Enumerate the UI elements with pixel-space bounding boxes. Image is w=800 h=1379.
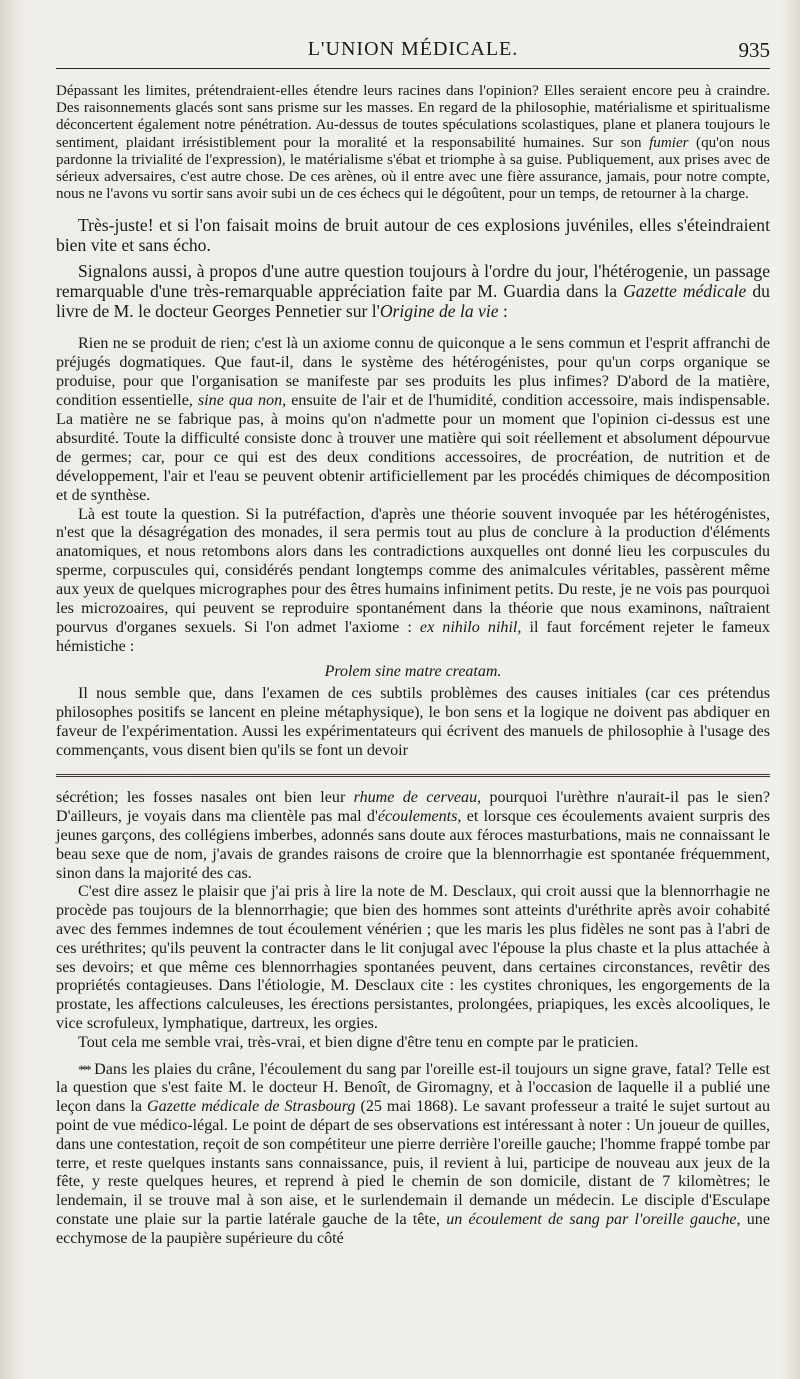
quoted-paragraph: Il nous semble que, dans l'examen de ces subtils problèmes des causes initiales (car ces prétendus philosophes positifs se lancent en pleine métaphysique), le bon sens et la logique ne doivent pas abdiquer en faveur de l'expérimentation. Aussi les expérimentateurs qui écrivent des manuels de philosophie à l'usage des commençants, vous disent bien qu'ils se font un devoir: [56, 684, 770, 759]
editorial-paragraph: [56, 261, 770, 321]
article-paragraph: C'est dire assez le plaisir que j'ai pris à lire la note de M. Desclaux, qui croit aussi que la blennorrhagie ne procède pas toujours de la blennorrhagie; que bien des hommes sont atteints d'uréthrite après avoir cohabité avec des femmes indemnes de tout écoulement vénérien ; que les maris les plus fidèles ne sont pas à l'abri de ces uréthrites; qu'ils peuvent la contracter dans le lit conjugal avec l'épouse la plus chaste et la plus attachée à ses devoirs; et que même ces blennorrhagies spontanées peuvent, dans certaines circonstances, revêtir des propriétés contagieuses. Dans l'étiologie, M. Desclaux cite : les cystites chroniques, les engorgements de la prostate, les affections calculeuses, les érections persistantes, prolongées, priapiques, les excès alcooliques, le vice scrofuleux, lymphatique, dartreux, les orgies.: [56, 883, 770, 1033]
section-divider: [56, 774, 770, 777]
journal-title: Gazette médicale: [623, 281, 747, 302]
quoted-paragraph: [56, 335, 770, 505]
text-run: Rien ne se produit de rien; c'est là un axiome connu de quiconque a le sens commun et l'esprit affranchi de préjugés dogmatiques. Que faut-il, dans le système des hétérogénistes, pour qu'un corps organique se produise, pour que l'organisation se manifeste par ses produits les plus infimes? D'abord de la matière, condition essentielle,: [56, 335, 770, 410]
article-paragraph: Tout cela me semble vrai, très-vrai, et bien digne d'être tenu en compte par le praticien.: [78, 1033, 639, 1051]
text-run: Dépassant les limites, prétendraient-elles étendre leurs racines dans l'opinion? Elles seraient encore peu à craindre. Des raisonnements glacés sont sans prisme sur les masses. En regard de la philosophie, matérialisme et spiritualisme déconcertent également notre pénétration. Au-dessus de toutes spéculations scolastiques, plane et planera toujours le sentiment, plaidant irrésistiblement pour la moralité et la responsabilité humaines. Sur son: [56, 83, 770, 151]
text-run: Signalons aussi, à propos d'une autre question toujours à l'ordre du jour, l'hétérogenie, un passage remarquable d'une très-remarquable appréciation faite par M. Guardia dans la: [56, 261, 770, 302]
text-run: (25 mai 1868). Le savant professeur a traité le sujet surtout au point de vue médico-légal. Le point de départ de ses observations est intéressant à noter : Un joueur de quilles, dans une contestation, reçoit de son compétiteur une pierre derrière l'oreille gauche; l'homme frappé tombe par terre, et reste quelques instants sans connaissance, puis, il revient à lui, participe de nouveau aux jeux de la fête, y reste quelques heures, et reprend à pied le chemin de son domicile, distant de 7 kilomètres; le lendemain, il se trouve mal à son aise, et le surlendemain il demande un médecin. Le disciple d'Esculape constate une plaie sur la partie latérale gauche de la tête,: [56, 1098, 770, 1228]
text-run: , ensuite de l'air et de l'humidité, condition accessoire, mais indispensable. La matière ne se fabrique pas, à moins qu'on n'admette pour un moment que l'opinion ci-dessus est une absurdité. Toute la difficulté consiste donc à trouver une matière qui soit réellement et absolument dépourvue de germes; car, pour ce qui est des deux conditions accessoires, de procréation, de nutrition et de développement, l'air et l'eau se peuvent obtenir artificiellement par les procédés chimiques de décomposition et de synthèse.: [56, 392, 770, 504]
text-run: (qu'on nous pardonne la trivialité de l'expression), le matérialisme s'ébat et triomphe à sa guise. Publiquement, aux prises avec de sérieux adversaires, c'est autre chose. De ces arènes, où il entre avec une fière assurance, jamais, pour notre compte, nous ne l'avons vu sortir sans avoir subi un de ces échecs qui le dégoûtent, pour un temps, de retourner à la charge.: [56, 134, 770, 203]
text-run: :: [498, 301, 508, 322]
quoted-paragraph: [56, 83, 770, 203]
book-title: Origine de la vie: [379, 301, 499, 322]
italic-term: fumier: [649, 134, 689, 151]
guardia-quotation: [56, 335, 770, 760]
text-run: du livre de M. le docteur Georges Pennetier sur l': [56, 281, 770, 322]
latin-verse: Prolem sine matre creatam.: [324, 662, 502, 680]
quoted-paragraph: [56, 506, 770, 657]
text-run: sécrétion; les fosses nasales ont bien leur: [56, 789, 354, 807]
italic-term: écoulements: [377, 808, 458, 826]
text-run: , une ecchymose de la paupière supérieure du côté: [56, 1210, 770, 1247]
article-paragraph: [56, 1061, 770, 1249]
text-run: , pourquoi l'urèthre n'aurait-il pas le sien? D'ailleurs, je voyais dans ma clientèle pas mal d': [56, 789, 770, 826]
running-title: L'UNION MÉDICALE.: [307, 38, 519, 60]
editorial-paragraph: Très-juste! et si l'on faisait moins de bruit autour de ces explosions juvéniles, elles s'éteindraient bien vite et sans écho.: [56, 215, 770, 256]
text-run: , et lorsque ces écoulements avaient surpris des jeunes garçons, des collégiens imberbes, adonnés sans doute aux féroces masturbations, mais ne connaissant le beau sexe que de nom, j'avais de grandes raisons de croire que la blennorrhagie est spontanée fréquemment, sinon dans la majorité des cas.: [56, 808, 770, 882]
article-paragraph: [56, 789, 770, 883]
page-number: 935: [738, 38, 770, 62]
italic-term: un écoulement de sang par l'oreille gauche: [446, 1210, 737, 1228]
text-run: , il faut forcément rejeter le fameux hémistiche :: [56, 619, 770, 655]
latin-phrase: sine qua non: [197, 392, 283, 410]
journal-title: Gazette médicale de Strasbourg: [147, 1098, 356, 1116]
italic-term: rhume de cerveau: [353, 789, 478, 807]
text-run: Dans les plaies du crâne, l'écoulement du sang par l'oreille est-il toujours un signe grave, fatal? Telle est la question que s'est faite M. le docteur H. Benoît, de Giromagny, et à l'occasion de laquelle il a publié une leçon dans la: [56, 1060, 770, 1116]
asterism: * * *: [78, 1061, 90, 1077]
text-run: Là est toute la question. Si la putréfaction, d'après une théorie souvent invoquée par les hétérogénistes, n'est que la désagrégation des monades, il sera permis tout au plus de conclure à la production d'éléments anatomiques, et nous retombons alors dans les contradictions auxquelles ont donné lieu les corpuscules du sperme, corpuscules qui, considérés pendant longtemps comme des animalcules véritables, passèrent même aux yeux de quelques micrographes pour des êtres humains infiniment petits. Du reste, je ne vois pas pourquoi les microzoaires, qui peuvent se reproduire spontanément dans la théorie que nous examinons, naîtraient pourvus d'organes sexuels. Si l'on admet l'axiome :: [56, 505, 770, 637]
latin-phrase: ex nihilo nihil: [419, 619, 518, 637]
page-header: [56, 38, 770, 69]
